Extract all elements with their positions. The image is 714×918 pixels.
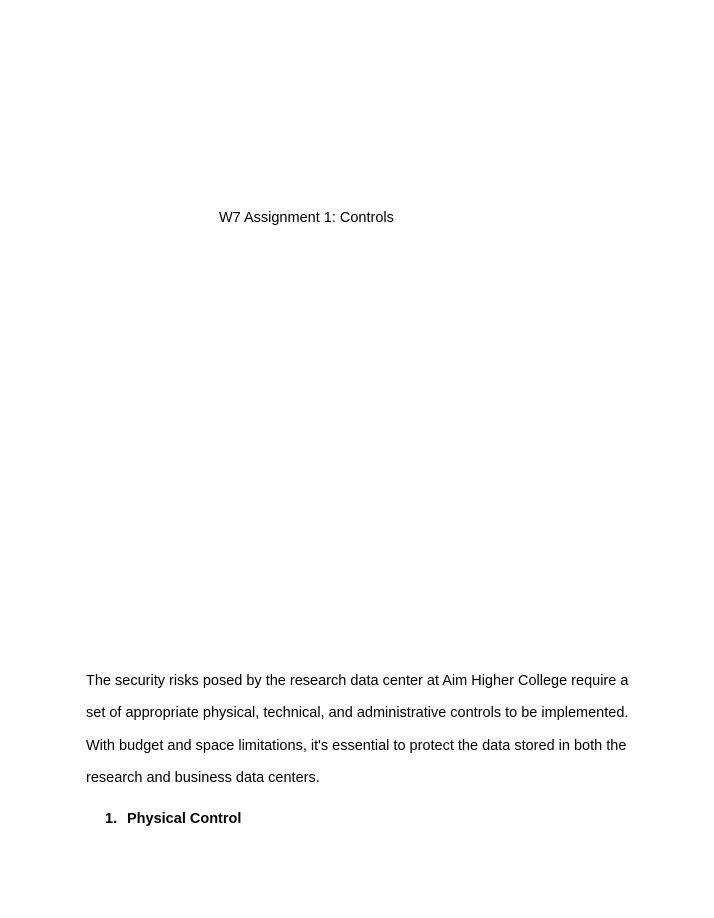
document-title: W7 Assignment 1: Controls — [219, 210, 394, 226]
intro-line: With budget and space limitations, it's essential to protect the data stored in both the — [86, 737, 627, 754]
section-number: 1. — [105, 811, 118, 827]
intro-line: set of appropriate physical, technical, and administrative controls to be implemented. — [86, 705, 629, 722]
intro-line: research and business data centers. — [86, 769, 320, 786]
intro-paragraph — [86, 665, 646, 794]
section-heading-label: Physical Control — [127, 811, 242, 827]
intro-line: The security risks posed by the research data center at Aim Higher College require a — [86, 673, 629, 689]
section-heading-physical-control — [105, 809, 241, 829]
